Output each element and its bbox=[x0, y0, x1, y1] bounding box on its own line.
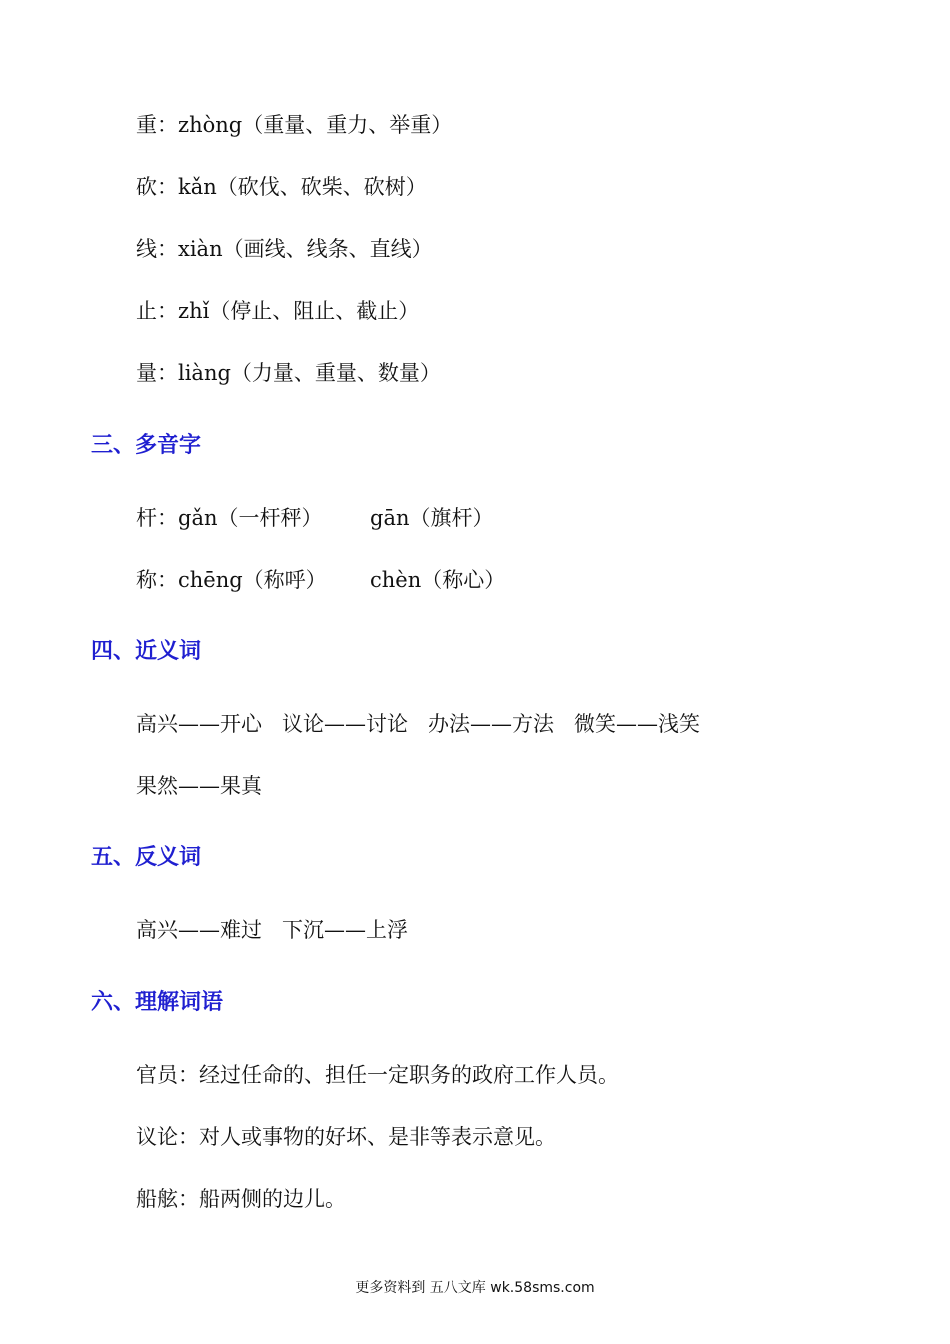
char-entry: 重：zhòng（重量、重力、举重） bbox=[136, 113, 453, 137]
char: 量 bbox=[136, 361, 157, 385]
synonym-pair: 高兴——开心 bbox=[136, 712, 262, 736]
char: 线 bbox=[136, 237, 157, 261]
pinyin: zhòng bbox=[178, 113, 243, 137]
synonym-row bbox=[136, 771, 262, 801]
reading-1: chēng（称呼） bbox=[178, 568, 327, 592]
synonym-pair: 微笑——浅笑 bbox=[574, 712, 700, 736]
example-words: （砍伐、砍柴、砍树） bbox=[216, 175, 427, 199]
pinyin: zhǐ bbox=[178, 299, 210, 323]
definition-item: 议论：对人或事物的好坏、是非等表示意见。 bbox=[136, 1125, 556, 1149]
char-entry: 量：liàng（力量、重量、数量） bbox=[136, 361, 441, 385]
reading-1: gǎn（一杆秤） bbox=[178, 506, 323, 530]
example-words: （画线、线条、直线） bbox=[222, 237, 433, 261]
antonym-pair: 下沉——上浮 bbox=[282, 918, 408, 942]
section-heading-word-meanings: 六、理解词语 bbox=[91, 990, 224, 1015]
reading-2: chèn（称心） bbox=[370, 568, 506, 592]
polyphone-entry: 杆：gǎn（一杆秤） bbox=[136, 506, 323, 530]
definition-item: 船舷：船两侧的边儿。 bbox=[136, 1187, 346, 1211]
section-heading-antonyms: 五、反义词 bbox=[91, 845, 202, 870]
pinyin: liàng bbox=[178, 361, 231, 385]
char: 砍 bbox=[136, 175, 157, 199]
definition-item: 官员：经过任命的、担任一定职务的政府工作人员。 bbox=[136, 1063, 619, 1087]
section-heading-synonyms: 四、近义词 bbox=[91, 639, 202, 664]
pinyin: kǎn bbox=[178, 175, 217, 199]
antonym-pair: 高兴——难过 bbox=[136, 918, 262, 942]
antonym-row bbox=[136, 915, 408, 945]
char-entry: 砍：kǎn（砍伐、砍柴、砍树） bbox=[136, 175, 427, 199]
char-entry: 止：zhǐ（停止、阻止、截止） bbox=[136, 299, 420, 323]
example-words: （停止、阻止、截止） bbox=[209, 299, 420, 323]
synonym-pair: 果然——果真 bbox=[136, 774, 262, 798]
reading-2: gān（旗杆） bbox=[370, 506, 494, 530]
section-heading-polyphones: 三、多音字 bbox=[91, 433, 202, 458]
page-footer: 更多资料到 五八文库 wk.58sms.com bbox=[355, 1280, 595, 1296]
char: 称 bbox=[136, 568, 157, 592]
char: 杆 bbox=[136, 506, 157, 530]
example-words: （力量、重量、数量） bbox=[230, 361, 441, 385]
example-words: （重量、重力、举重） bbox=[242, 113, 453, 137]
synonym-pair: 办法——方法 bbox=[428, 712, 554, 736]
synonym-pair: 议论——讨论 bbox=[282, 712, 408, 736]
polyphone-entry: 称：chēng（称呼） bbox=[136, 568, 327, 592]
char: 止 bbox=[136, 299, 157, 323]
char-entry: 线：xiàn（画线、线条、直线） bbox=[136, 237, 433, 261]
char: 重 bbox=[136, 113, 157, 137]
synonym-row bbox=[136, 709, 700, 739]
pinyin: xiàn bbox=[178, 237, 223, 261]
